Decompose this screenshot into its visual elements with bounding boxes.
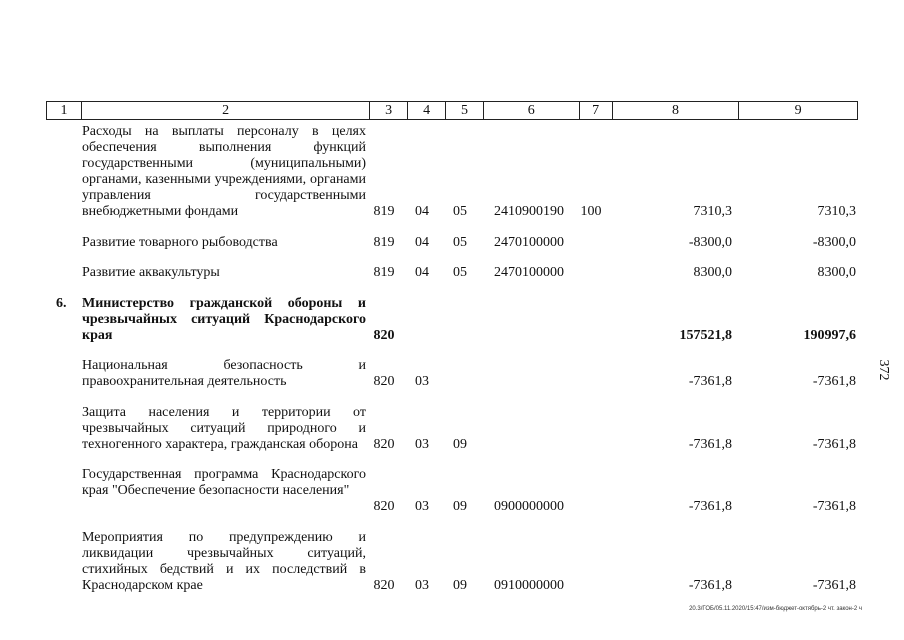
cell-col5: 05	[453, 204, 467, 219]
cell-col4: 04	[415, 265, 429, 280]
header-col-6: 6	[484, 102, 580, 119]
page-number: 372	[876, 359, 891, 381]
cell-col4: 04	[415, 235, 429, 250]
cell-col3: 819	[373, 204, 395, 219]
column-number-header	[46, 101, 858, 120]
cell-col7: 100	[580, 204, 602, 219]
row-description: Национальная безопасность и правоохранительная деятельность	[82, 358, 366, 389]
cell-col3: 820	[373, 328, 395, 343]
cell-col8: -7361,8	[688, 374, 732, 389]
row-description: Расходы на выплаты персоналу в целях обеспечения выполнения функций государственными (муниципальными) органами, казенными учреждениями, органами управления государственными внебюджетными фондами	[82, 124, 366, 219]
cell-col9: -7361,8	[812, 374, 856, 389]
cell-col5: 09	[453, 499, 467, 514]
row-description: Защита населения и территории от чрезвычайных ситуаций природного и техногенного характера, гражданская оборона	[82, 405, 366, 452]
cell-col4: 03	[415, 437, 429, 452]
row-number: 6.	[56, 296, 67, 311]
cell-col6: 2470100000	[494, 235, 564, 250]
cell-col9: -7361,8	[812, 578, 856, 593]
cell-col5: 09	[453, 437, 467, 452]
header-col-4: 4	[408, 102, 446, 119]
header-col-5: 5	[446, 102, 484, 119]
header-col-3: 3	[370, 102, 408, 119]
cell-col4: 03	[415, 374, 429, 389]
row-description: Министерство гражданской обороны и чрезвычайных ситуаций Краснодарского края	[82, 296, 366, 343]
header-col-9: 9	[794, 103, 802, 118]
document-footer: 20.3/ГОБ/05.11.2020/15:47/изм-бюджет-октябрь-2 чт. закон-2 ч	[689, 606, 862, 612]
cell-col8: 7310,3	[693, 204, 732, 219]
cell-col3: 819	[373, 235, 395, 250]
cell-col6: 0900000000	[494, 499, 564, 514]
cell-col8: 8300,0	[693, 265, 732, 280]
cell-col9: 8300,0	[817, 265, 856, 280]
cell-col9: -7361,8	[812, 499, 856, 514]
cell-col8: -8300,0	[688, 235, 732, 250]
cell-col8: -7361,8	[688, 578, 732, 593]
cell-col5: 05	[453, 235, 467, 250]
cell-col4: 03	[415, 499, 429, 514]
cell-col6: 2470100000	[494, 265, 564, 280]
row-description: Развитие аквакультуры	[82, 265, 220, 280]
cell-col5: 05	[453, 265, 467, 280]
cell-col9: -7361,8	[812, 437, 856, 452]
header-col-8: 8	[613, 102, 740, 119]
cell-col3: 819	[373, 265, 395, 280]
cell-col8: -7361,8	[688, 499, 732, 514]
cell-col8: -7361,8	[688, 437, 732, 452]
cell-col3: 820	[373, 499, 395, 514]
row-description: Развитие товарного рыбоводства	[82, 235, 278, 250]
header-col-2: 2	[82, 102, 370, 119]
row-description: Государственная программа Краснодарского края "Обеспечение безопасности населения"	[82, 467, 366, 498]
cell-col3: 820	[373, 374, 395, 389]
cell-col9: -8300,0	[812, 235, 856, 250]
cell-col6: 0910000000	[494, 578, 564, 593]
cell-col5: 09	[453, 578, 467, 593]
cell-col9: 190997,6	[803, 328, 856, 343]
cell-col9: 7310,3	[817, 204, 856, 219]
header-col-7: 7	[580, 102, 613, 119]
cell-col3: 820	[373, 437, 395, 452]
cell-col4: 04	[415, 204, 429, 219]
cell-col8: 157521,8	[679, 328, 732, 343]
header-col-1: 1	[47, 102, 82, 119]
row-description: Мероприятия по предупреждению и ликвидации чрезвычайных ситуаций, стихийных бедствий и их последствий в Краснодарском крае	[82, 530, 366, 593]
cell-col6: 2410900190	[494, 204, 564, 219]
cell-col4: 03	[415, 578, 429, 593]
cell-col3: 820	[373, 578, 395, 593]
